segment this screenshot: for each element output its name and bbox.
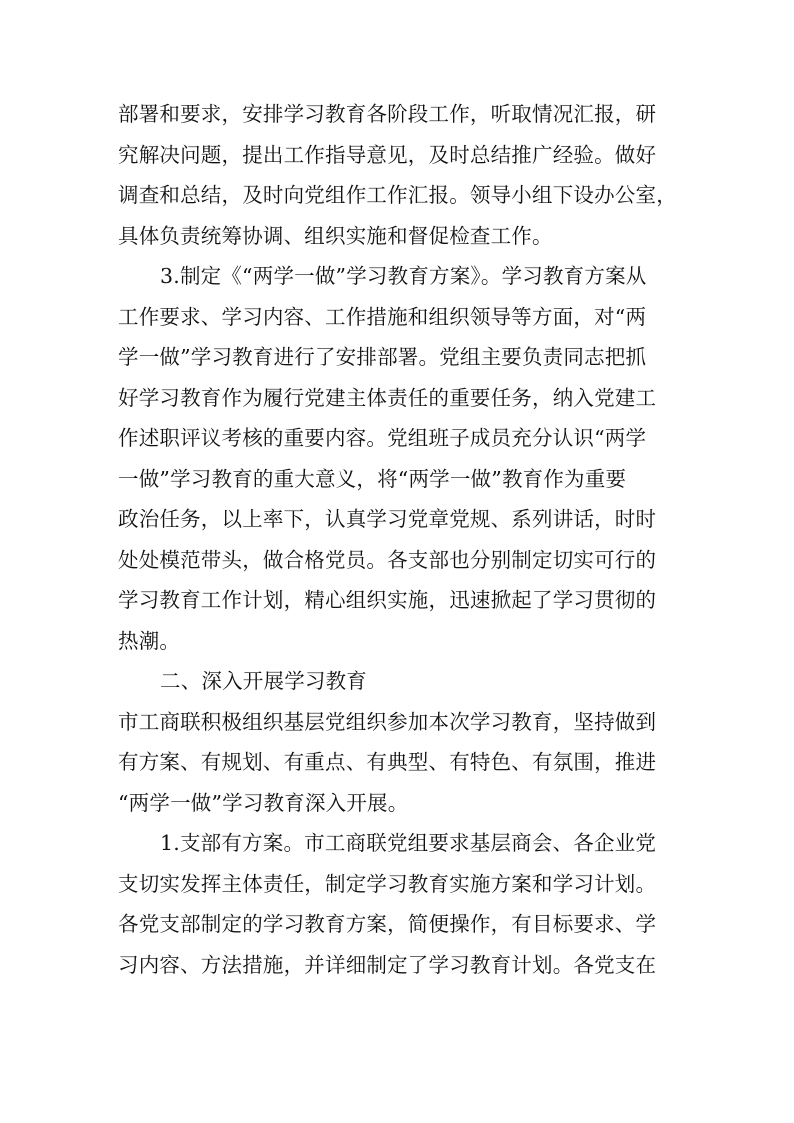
text-line: 热潮。 xyxy=(118,628,181,653)
text-line: 调查和总结，及时向党组作工作汇报。领导小组下设办公室， xyxy=(118,183,677,207)
text-line: 市工商联积极组织基层党组织参加本次学习教育，坚持做到 xyxy=(118,709,657,734)
text-line: 政治任务，以上率下，认真学习党章党规、系列讲话，时时 xyxy=(118,507,657,531)
text-line: 支切实发挥主体责任，制定学习教育实施方案和学习计划。 xyxy=(118,871,657,896)
text-line: 习内容、方法措施，并详细制定了学习教育计划。各党支在 xyxy=(118,952,657,977)
text-line: 有方案、有规划、有重点、有典型、有特色、有氛围，推进 xyxy=(118,750,657,774)
paragraph-start-line: 1.支部有方案。市工商联党组要求基层商会、各企业党 xyxy=(160,831,657,855)
section-heading: 二、深入开展学习教育 xyxy=(160,669,367,693)
text-line: 究解决问题，提出工作指导意见，及时总结推广经验。做好 xyxy=(118,142,657,167)
document-body xyxy=(118,94,678,985)
text-line: 部署和要求，安排学习教育各阶段工作，听取情况汇报，研 xyxy=(118,102,657,126)
text-line: 好学习教育作为履行党建主体责任的重要任务，纳入党建工 xyxy=(118,385,657,410)
text-line: “两学一做”学习教育深入开展。 xyxy=(118,790,409,815)
text-line: 具体负责统筹协调、组织实施和督促检查工作。 xyxy=(118,223,553,248)
text-line: 工作要求、学习内容、工作措施和组织领导等方面，对“两 xyxy=(118,304,647,329)
text-line: 处处模范带头，做合格党员。各支部也分别制定切实可行的 xyxy=(118,547,657,572)
text-line: 作述职评议考核的重要内容。党组班子成员充分认识“两学 xyxy=(118,426,647,450)
paragraph-start-line: 3.制定《“两学一做”学习教育方案》。学习教育方案从 xyxy=(160,264,647,288)
text-line: 一做”学习教育的重大意义，将“两学一做”教育作为重要 xyxy=(118,466,627,491)
text-line: 学习教育工作计划，精心组织实施，迅速掀起了学习贯彻的 xyxy=(118,588,657,612)
text-line: 学一做”学习教育进行了安排部署。党组主要负责同志把抓 xyxy=(118,345,647,369)
text-line: 各党支部制定的学习教育方案，简便操作，有目标要求、学 xyxy=(118,912,657,936)
